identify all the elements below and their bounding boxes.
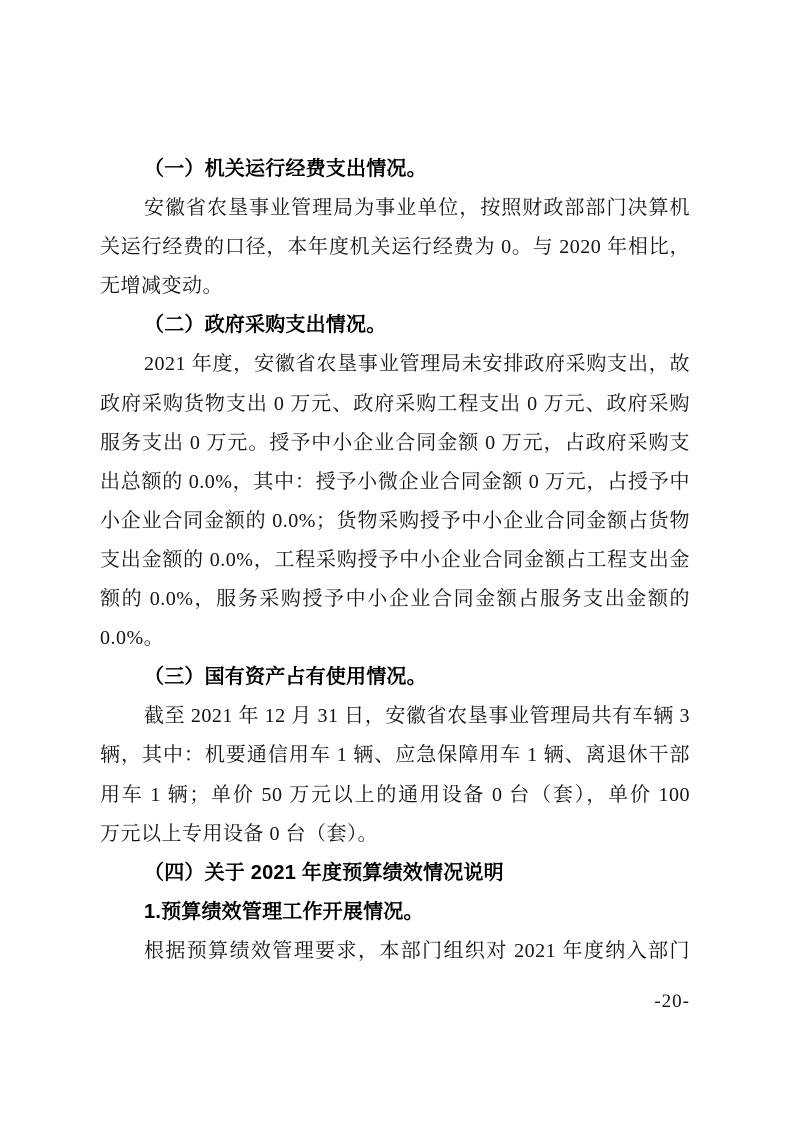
paragraph-line: 出总额的 0.0%，其中：授予小微企业合同金额 0 万元，占授予中 xyxy=(100,470,690,493)
paragraph-line: 小企业合同金额的 0.0%；货物采购授予中小企业合同金额占货物 xyxy=(100,509,690,532)
page-number: -20- xyxy=(654,991,690,1012)
section-heading-2: （二）政府采购支出情况。 xyxy=(144,314,387,337)
paragraph-line: 支出金额的 0.0%，工程采购授予中小企业合同金额占工程支出金 xyxy=(100,548,690,571)
paragraph-line: 2021 年度，安徽省农垦事业管理局未安排政府采购支出，故 xyxy=(144,353,690,376)
subsection-heading-1: 1.预算绩效管理工作开展情况。 xyxy=(144,900,424,923)
paragraph-line: 根据预算绩效管理要求，本部门组织对 2021 年度纳入部门 xyxy=(144,939,690,962)
paragraph-line: 辆，其中：机要通信用车 1 辆、应急保障用车 1 辆、离退休干部 xyxy=(100,744,690,767)
section-heading-4: （四）关于 2021 年度预算绩效情况说明 xyxy=(144,861,504,884)
paragraph-line: 安徽省农垦事业管理局为事业单位，按照财政部部门决算机 xyxy=(144,197,690,220)
paragraph-line: 无增减变动。 xyxy=(100,275,223,298)
paragraph-line: 截至 2021 年 12 月 31 日，安徽省农垦事业管理局共有车辆 3 xyxy=(144,705,690,728)
paragraph-line: 用车 1 辆；单价 50 万元以上的通用设备 0 台（套），单价 100 xyxy=(100,783,690,806)
paragraph-line: 万元以上专用设备 0 台（套）。 xyxy=(100,822,378,845)
document-content xyxy=(100,150,690,971)
paragraph-line: 服务支出 0 万元。授予中小企业合同金额 0 万元，占政府采购支 xyxy=(100,431,690,454)
section-heading-3: （三）国有资产占有使用情况。 xyxy=(144,666,427,689)
section-heading-1: （一）机关运行经费支出情况。 xyxy=(144,158,427,180)
paragraph-line: 0.0%。 xyxy=(100,627,165,650)
paragraph-line: 关运行经费的口径，本年度机关运行经费为 0。与 2020 年相比， xyxy=(100,236,690,259)
paragraph-line: 额的 0.0%，服务采购授予中小企业合同金额占服务支出金额的 xyxy=(100,588,690,611)
paragraph-line: 政府采购货物支出 0 万元、政府采购工程支出 0 万元、政府采购 xyxy=(100,392,690,415)
